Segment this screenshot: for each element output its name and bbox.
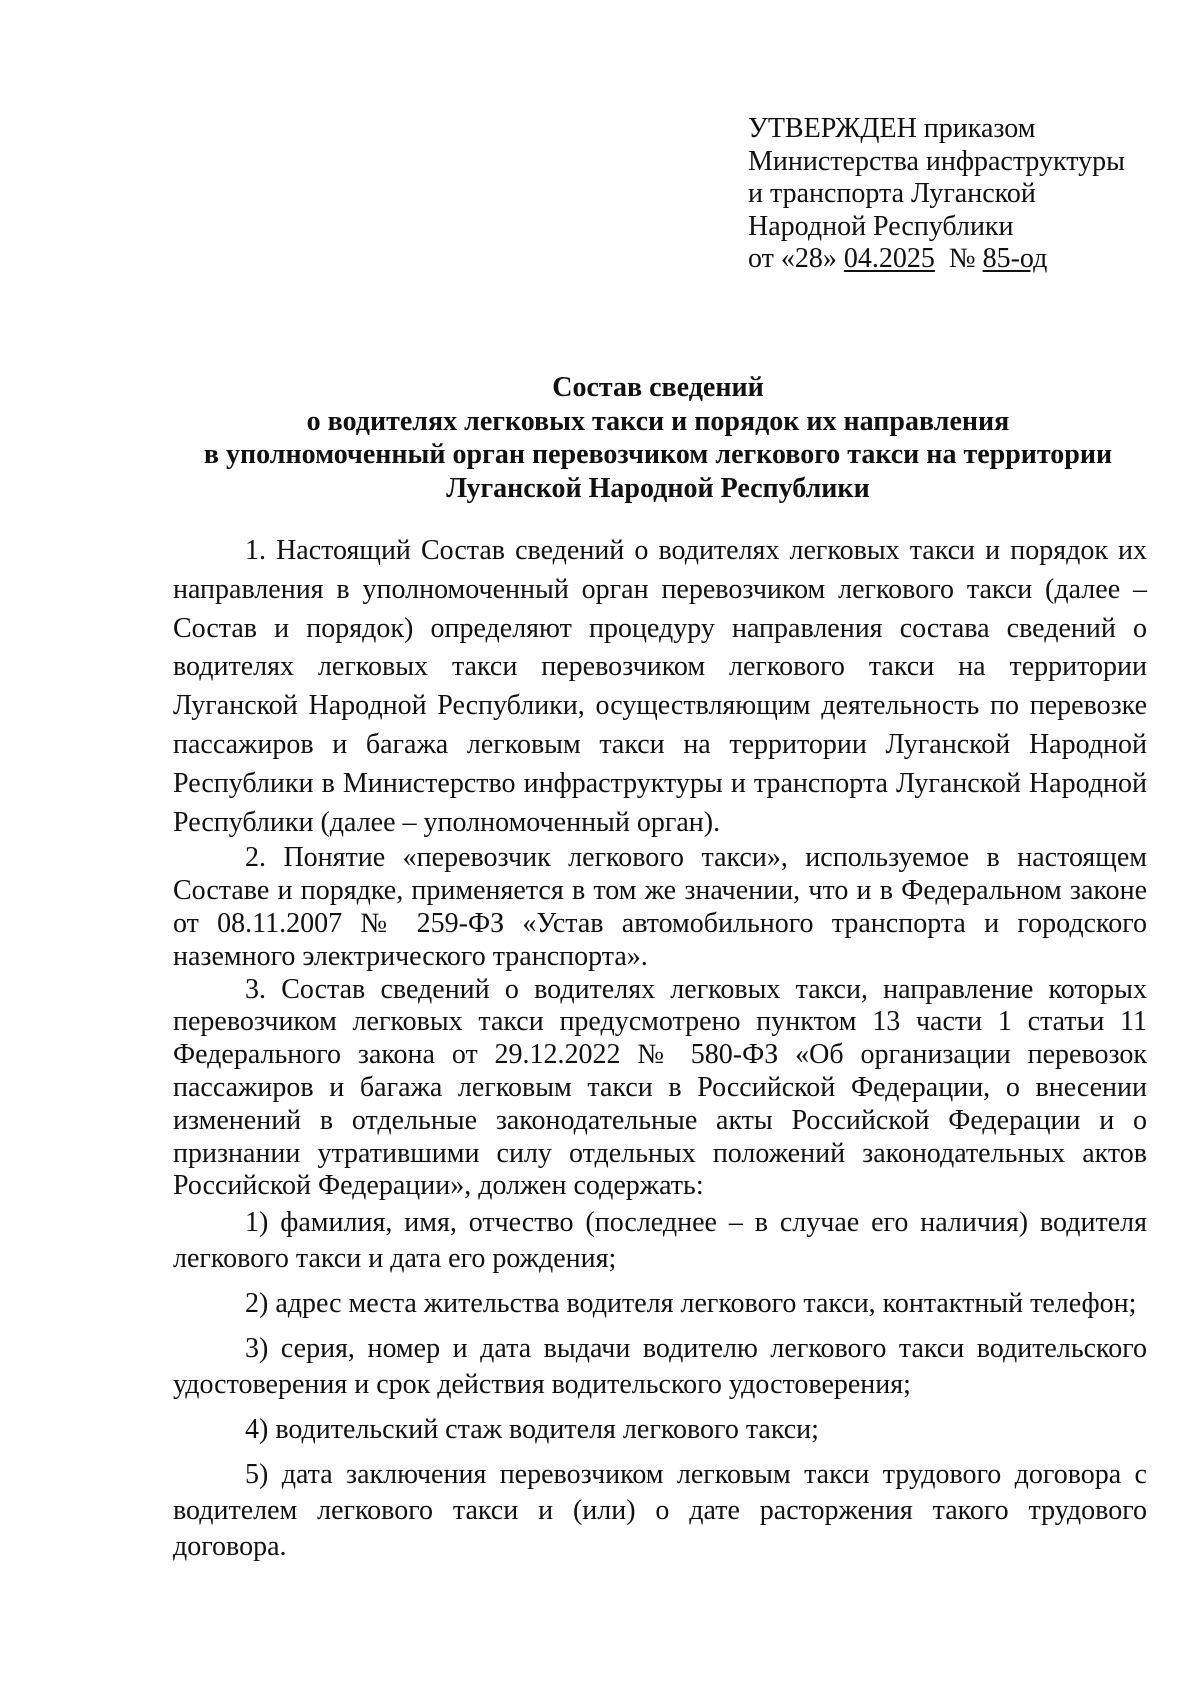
approval-date-prefix: от «28»: [748, 243, 837, 274]
title-line-4: Луганской Народной Республики: [446, 472, 870, 504]
list-item-5: 5) дата заключения перевозчиком легковым такси трудового договора с водителем легкового такси и (или) о дате расторжения такого трудового договора.: [173, 1459, 1147, 1563]
list-item-2: 2) адрес места жительства водителя легкового такси, контактный телефон;: [245, 1288, 1137, 1320]
approval-number-value: 85-од: [982, 243, 1048, 274]
title-line-3: в уполномоченный орган перевозчиком легкового такси на территории: [203, 439, 1113, 471]
approval-number-prefix: №: [948, 243, 976, 274]
list-item-1: 1) фамилия, имя, отчество (последнее – в случае его наличия) водителя легкового такси и дата его рождения;: [173, 1207, 1147, 1275]
document-body: [173, 532, 1147, 1565]
document-title: [0, 371, 1200, 505]
approval-line-4: Народной Республики: [748, 210, 1014, 242]
approval-date-line: [748, 243, 1168, 276]
list-item-3: 3) серия, номер и дата выдачи водителю легкового такси водительского удостоверения и срок действия водительского удостоверения;: [173, 1333, 1147, 1401]
approval-block: [748, 113, 1168, 276]
paragraph-3: 3. Состав сведений о водителях легковых такси, направление которых перевозчиком легковых такси предусмотрено пунктом 13 части 1 статьи 11 Федерального закона от 29.12.2022 № 580-ФЗ «Об организации перевозок пассажиров и багажа легковым такси в Российской Федерации, о внесении изменений в отдельные законодательные акты Российской Федерации и о признании утратившими силу отдельных положений законодательных актов Российской Федерации», должен содержать:: [173, 973, 1147, 1202]
paragraph-2: 2. Понятие «перевозчик легкового такси», используемое в настоящем Составе и порядке, применяется в том же значении, что и в Федеральном законе от 08.11.2007 № 259-ФЗ «Устав автомобильного транспорта и городского наземного электрического транспорта».: [173, 842, 1147, 972]
list-item-4: 4) водительский стаж водителя легкового такси;: [245, 1414, 819, 1446]
approval-line-3: и транспорта Луганской: [748, 178, 1036, 209]
approval-line-1: УТВЕРЖДЕН приказом: [748, 113, 1036, 144]
title-line-1: Состав сведений: [552, 372, 764, 403]
approval-line-2: Министерства инфраструктуры: [748, 145, 1125, 177]
title-line-2: о водителях легковых такси и порядок их направления: [306, 405, 1010, 437]
approval-date-value: 04.2025: [843, 243, 935, 274]
paragraph-1: 1. Настоящий Состав сведений о водителях легковых такси и порядок их направления в уполномоченный орган перевозчиком легкового такси (далее – Состав и порядок) определяют процедуру направления состава сведений о водителях легковых такси перевозчиком легкового такси на территории Луганской Народной Республики, осуществляющим деятельность по перевозке пассажиров и багажа легковым такси на территории Луганской Народной Республики в Министерство инфраструктуры и транспорта Луганской Народной Республики (далее – уполномоченный орган).: [173, 535, 1147, 838]
